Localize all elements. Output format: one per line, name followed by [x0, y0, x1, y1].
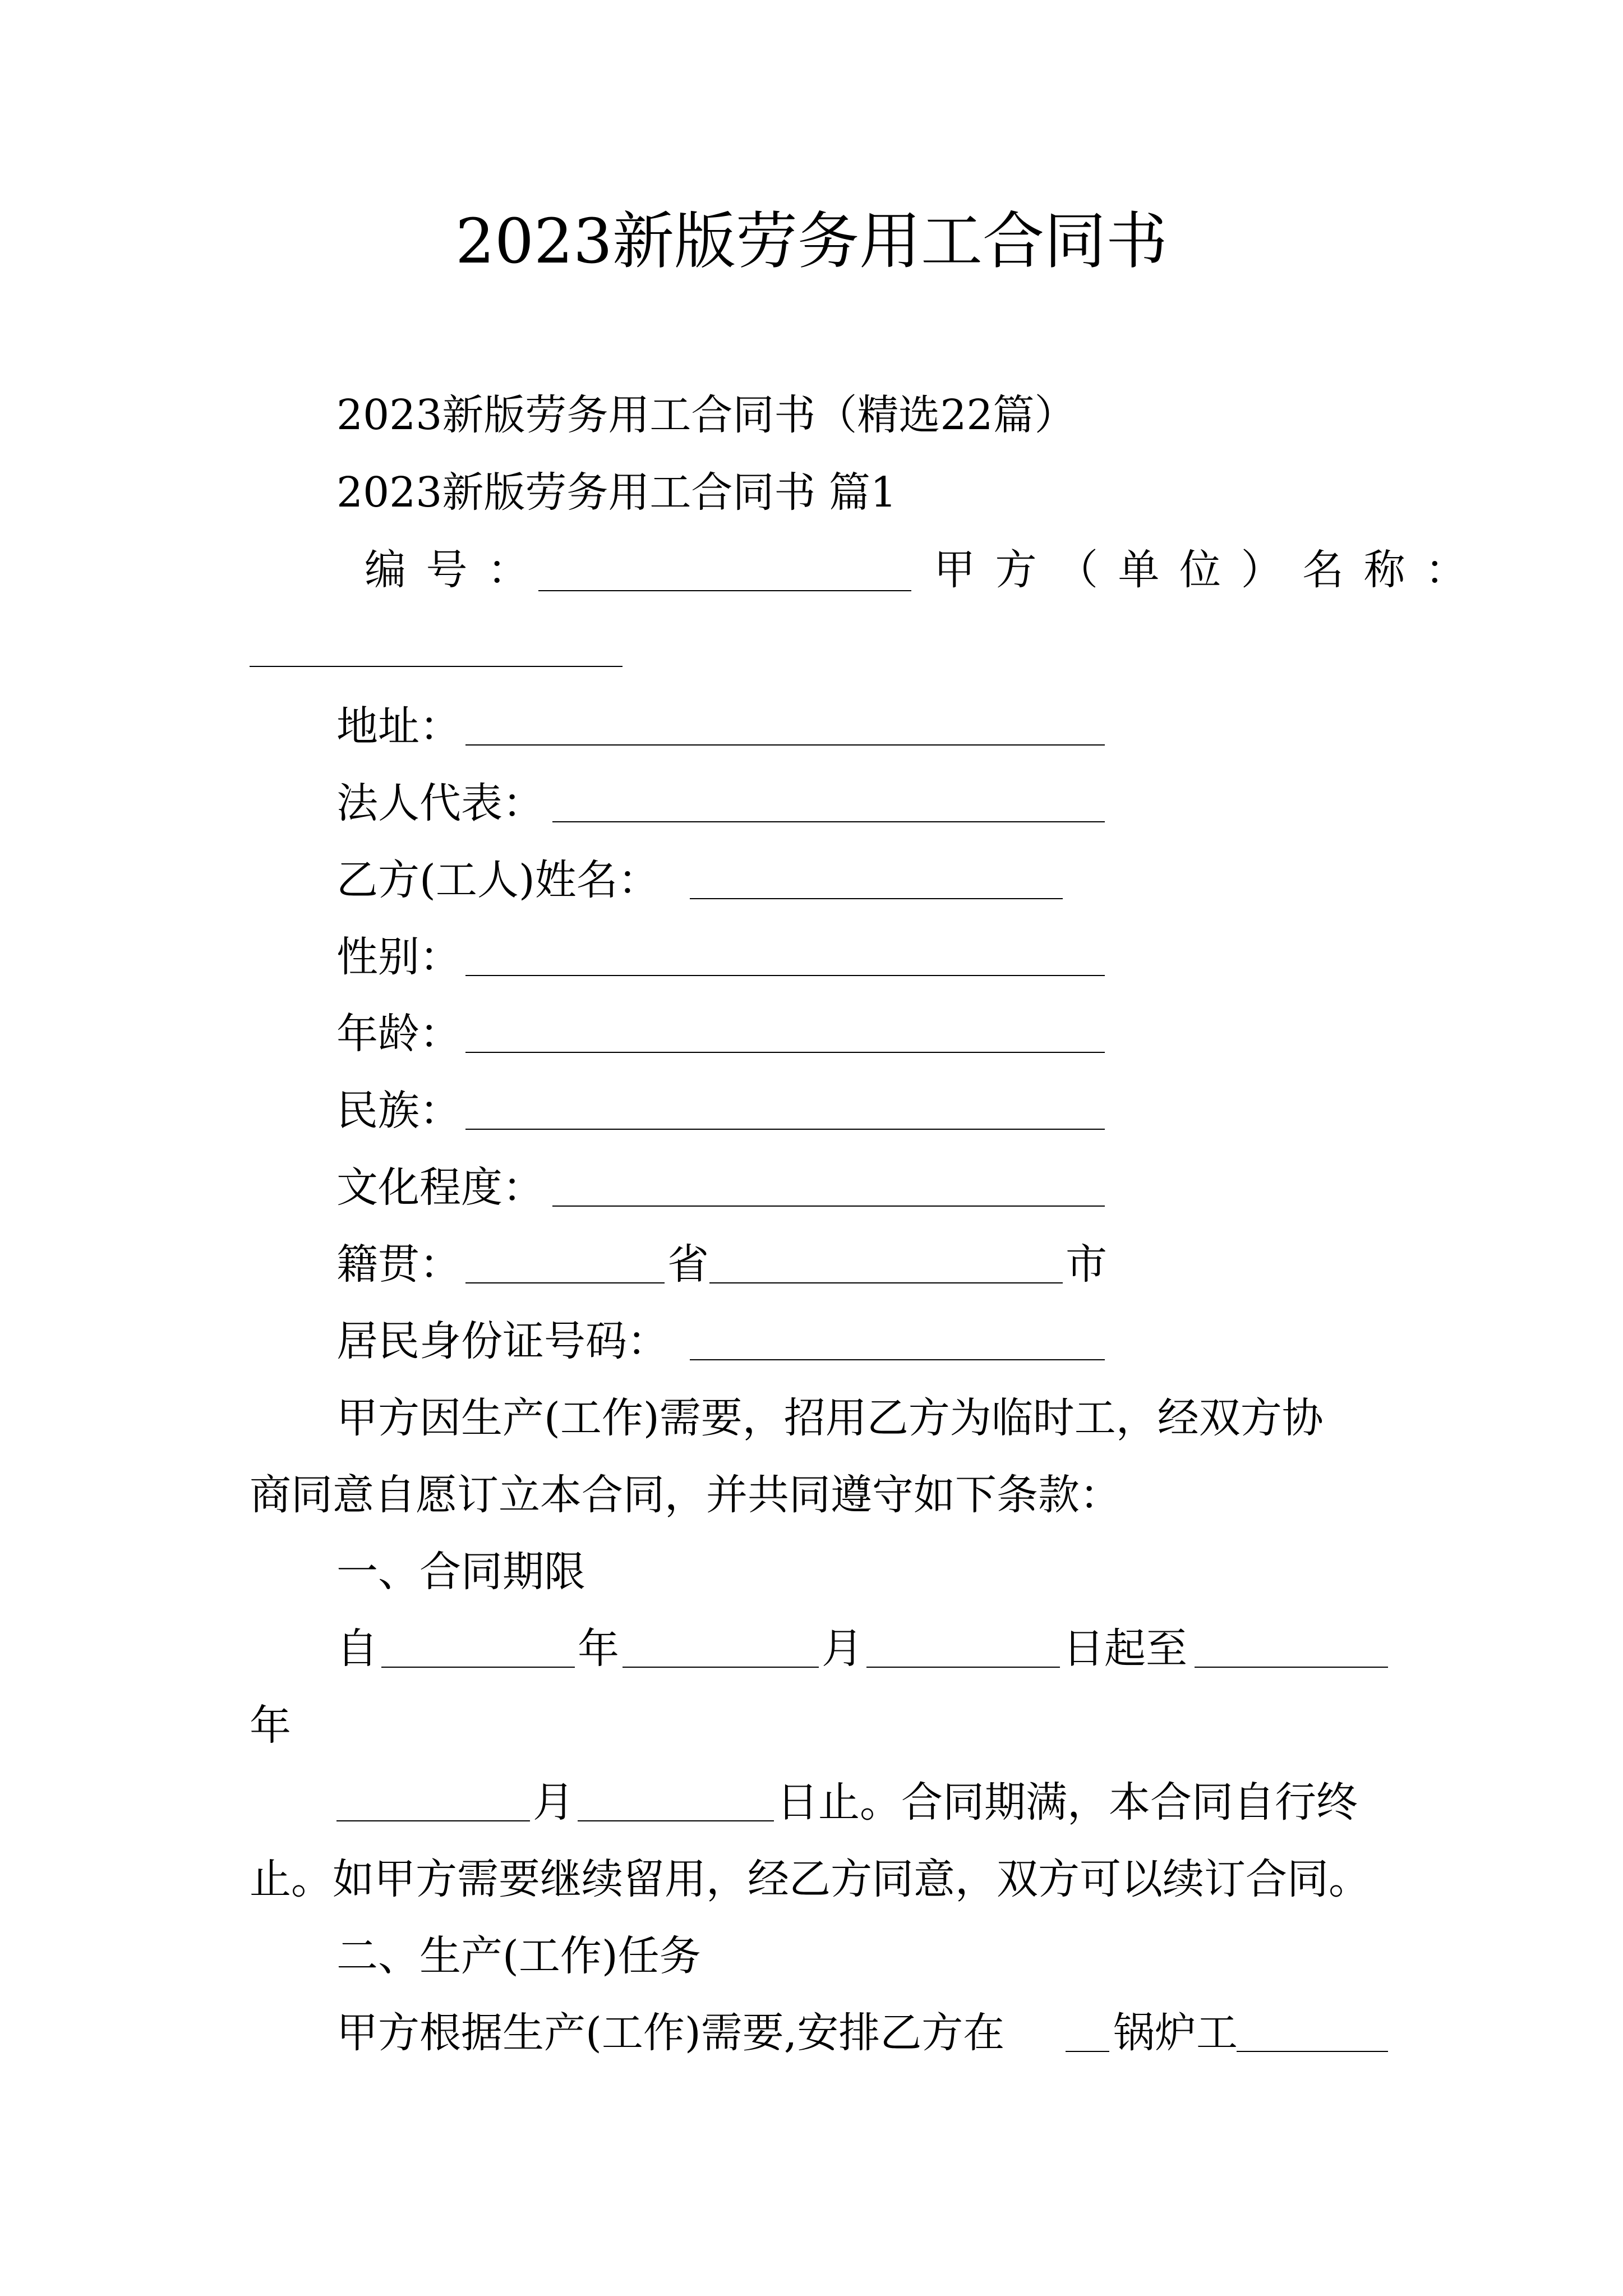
party-a-name-label: 甲方（单位）名称：: [934, 546, 1487, 594]
education-label: 文化程度：: [336, 1163, 544, 1212]
age-label: 年龄：: [336, 1010, 461, 1058]
id-number-label: 居民身份证号码：: [336, 1317, 668, 1365]
city-label: 市: [1066, 1240, 1107, 1289]
party-a-name-blank[interactable]: [250, 665, 623, 667]
intro-line-2: 商同意自愿订立本合同，并共同遵守如下条款：: [250, 1471, 1121, 1519]
end-day-blank[interactable]: [578, 1819, 774, 1821]
intro-line-1: 甲方因生产(工作)需要，招用乙方为临时工，经双方协: [336, 1394, 1324, 1442]
month-label: 月: [822, 1625, 863, 1673]
document-title: 2023新版劳务用工合同书: [455, 205, 1168, 277]
education-blank[interactable]: [552, 1204, 1105, 1207]
task-text: 甲方根据生产(工作)需要,安排乙方在: [336, 2009, 1005, 2057]
number-blank[interactable]: [538, 589, 911, 591]
day-end-text: 日止。合同期满，本合同自行终: [777, 1778, 1358, 1826]
month2-label: 月: [533, 1778, 574, 1826]
end-month-blank[interactable]: [336, 1819, 530, 1821]
province-label: 省: [667, 1240, 709, 1289]
start-year-blank[interactable]: [381, 1665, 575, 1668]
city-blank[interactable]: [709, 1281, 1063, 1283]
party-b-name-label: 乙方(工人)姓名：: [336, 856, 660, 904]
start-day-blank[interactable]: [866, 1665, 1060, 1668]
age-blank[interactable]: [465, 1051, 1105, 1053]
address-label: 地址：: [336, 702, 461, 751]
article-heading: 2023新版劳务用工合同书 篇1: [336, 468, 897, 517]
number-label: 编号：: [365, 546, 549, 594]
task-blank-pre[interactable]: [1066, 2050, 1109, 2052]
province-blank[interactable]: [465, 1281, 665, 1283]
party-b-name-blank[interactable]: [690, 897, 1063, 899]
from-label: 自: [336, 1625, 378, 1673]
id-number-blank[interactable]: [690, 1358, 1105, 1360]
start-month-blank[interactable]: [623, 1665, 819, 1668]
address-blank[interactable]: [465, 743, 1105, 746]
legal-rep-label: 法人代表：: [336, 779, 544, 827]
section1-heading: 一、合同期限: [336, 1548, 585, 1596]
gender-blank[interactable]: [465, 974, 1105, 976]
task-value: 锅炉工: [1113, 2009, 1238, 2057]
renewal-text: 止。如甲方需要继续留用，经乙方同意，双方可以续订合同。: [250, 1855, 1370, 1903]
subtitle: 2023新版劳务用工合同书（精选22篇）: [336, 391, 1076, 439]
year-label: 年: [578, 1625, 619, 1673]
gender-label: 性别：: [336, 933, 461, 981]
task-blank-post[interactable]: [1237, 2050, 1388, 2052]
day-from-to-label: 日起至: [1063, 1625, 1187, 1673]
legal-rep-blank[interactable]: [552, 820, 1105, 822]
year2-label: 年: [250, 1701, 291, 1750]
ethnicity-label: 民族：: [336, 1087, 461, 1135]
end-year-blank[interactable]: [1195, 1665, 1388, 1668]
section2-heading: 二、生产(工作)任务: [336, 1932, 701, 1980]
ethnicity-blank[interactable]: [465, 1128, 1105, 1130]
native-place-label: 籍贯：: [336, 1240, 461, 1289]
